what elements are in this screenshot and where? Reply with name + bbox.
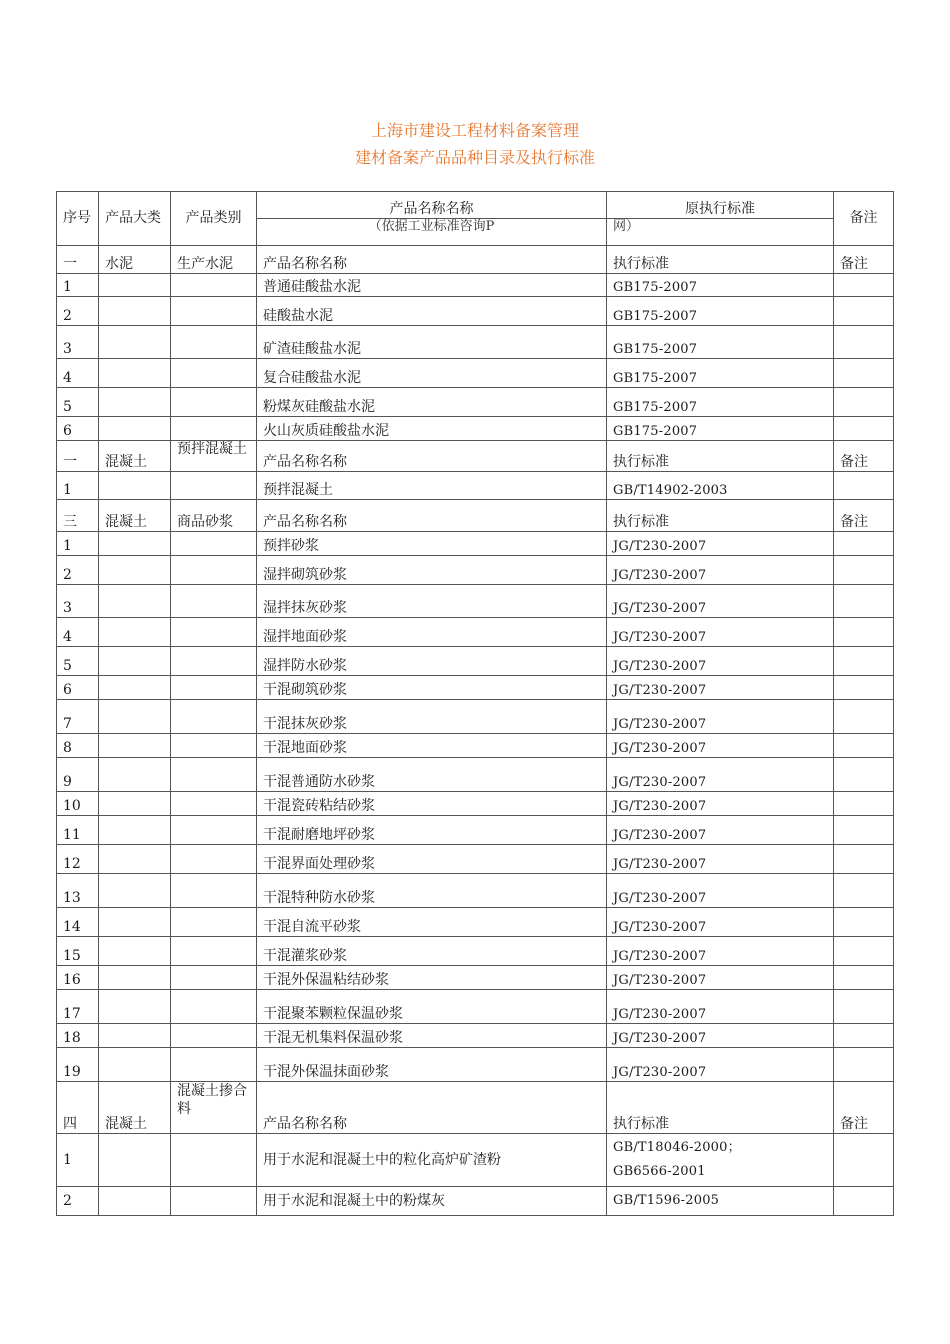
table-row [57, 990, 894, 1024]
row-product-name: 干混耐磨地坪砂浆 [257, 816, 607, 845]
row-number: 6 [57, 676, 99, 700]
row-category-empty [171, 908, 257, 937]
row-product-name: 干混特种防水砂浆 [257, 874, 607, 908]
row-product-name: 普通硅酸盐水泥 [257, 274, 607, 297]
row-standard-text: JG/T230-2007 [613, 659, 707, 674]
row-standard [607, 845, 834, 874]
row-category-empty [171, 874, 257, 908]
row-remark-empty [834, 556, 894, 585]
section-remark-label: 备注 [834, 500, 894, 532]
row-standard-text: GB/T1596-2005 [613, 1193, 720, 1208]
row-number: 19 [57, 1048, 99, 1082]
table-row [57, 816, 894, 845]
row-standard-text: GB/T18046-2000； [613, 1140, 741, 1155]
row-standard [607, 274, 834, 297]
table-row [57, 532, 894, 556]
row-standard-text: JG/T230-2007 [613, 630, 707, 645]
row-big-class-empty [99, 472, 171, 500]
section-category: 混凝土掺合料 [171, 1082, 257, 1134]
row-standard [607, 700, 834, 734]
row-big-class-empty [99, 1048, 171, 1082]
row-standard [607, 532, 834, 556]
row-standard [607, 647, 834, 676]
row-number: 6 [57, 417, 99, 441]
row-number: 2 [57, 556, 99, 585]
table-row [57, 758, 894, 792]
section-remark-label: 备注 [834, 441, 894, 472]
row-standard [607, 585, 834, 618]
row-remark-empty [834, 845, 894, 874]
row-product-name: 复合硅酸盐水泥 [257, 359, 607, 388]
row-big-class-empty [99, 966, 171, 990]
section-std-label: 执行标准 [607, 441, 834, 472]
row-standard-text: JG/T230-2007 [613, 775, 707, 790]
section-header-row [57, 441, 894, 472]
row-product-name: 预拌混凝土 [257, 472, 607, 500]
row-category-empty [171, 734, 257, 758]
row-category-empty [171, 1187, 257, 1216]
row-category-empty [171, 1024, 257, 1048]
header-seq: 序号 [57, 192, 99, 246]
section-header-row [57, 246, 894, 274]
row-remark-empty [834, 326, 894, 359]
table-row [57, 700, 894, 734]
row-category-empty [171, 532, 257, 556]
row-number: 10 [57, 792, 99, 816]
row-number: 5 [57, 388, 99, 417]
row-product-name: 干混瓷砖粘结砂浆 [257, 792, 607, 816]
row-number: 1 [57, 1134, 99, 1187]
row-remark-empty [834, 700, 894, 734]
row-number: 2 [57, 1187, 99, 1216]
section-header-row [57, 1082, 894, 1134]
row-standard [607, 297, 834, 326]
row-remark-empty [834, 388, 894, 417]
row-category-empty [171, 326, 257, 359]
row-category-empty [171, 758, 257, 792]
row-remark-empty [834, 1024, 894, 1048]
row-category-empty [171, 990, 257, 1024]
table-row [57, 647, 894, 676]
row-big-class-empty [99, 618, 171, 647]
table-row [57, 874, 894, 908]
row-big-class-empty [99, 816, 171, 845]
row-standard-text: JG/T230-2007 [613, 539, 707, 554]
row-remark-empty [834, 297, 894, 326]
product-standard-table [56, 191, 894, 1216]
row-category-empty [171, 297, 257, 326]
table-row [57, 556, 894, 585]
row-number: 17 [57, 990, 99, 1024]
row-remark-empty [834, 734, 894, 758]
row-number: 1 [57, 532, 99, 556]
row-number: 5 [57, 647, 99, 676]
row-big-class-empty [99, 676, 171, 700]
table-row [57, 297, 894, 326]
row-standard [607, 908, 834, 937]
row-remark-empty [834, 1048, 894, 1082]
row-big-class-empty [99, 908, 171, 937]
row-standard [607, 388, 834, 417]
row-number: 8 [57, 734, 99, 758]
row-category-empty [171, 1048, 257, 1082]
row-big-class-empty [99, 1187, 171, 1216]
row-category-empty [171, 585, 257, 618]
table-row [57, 326, 894, 359]
row-standard-text: GB175-2007 [613, 424, 698, 439]
row-remark-empty [834, 816, 894, 845]
section-name-label: 产品名称名称 [257, 1082, 607, 1134]
header-product-name-sub: （依据工业标准咨询P [257, 219, 607, 246]
row-big-class-empty [99, 700, 171, 734]
row-number: 13 [57, 874, 99, 908]
row-number: 7 [57, 700, 99, 734]
row-big-class-empty [99, 274, 171, 297]
section-seq: 四 [57, 1082, 99, 1134]
section-category: 商品砂浆 [171, 500, 257, 532]
row-big-class-empty [99, 297, 171, 326]
row-remark-empty [834, 532, 894, 556]
row-product-name: 预拌砂浆 [257, 532, 607, 556]
row-product-name: 干混地面砂浆 [257, 734, 607, 758]
row-product-name: 用于水泥和混凝土中的粉煤灰 [257, 1187, 607, 1216]
row-product-name: 干混界面处理砂浆 [257, 845, 607, 874]
row-standard [607, 326, 834, 359]
document-title-line2: 建材备案产品品种目录及执行标准 [354, 148, 595, 167]
table-row [57, 618, 894, 647]
section-std-label: 执行标准 [607, 1082, 834, 1134]
row-product-name: 用于水泥和混凝土中的粒化高炉矿渣粉 [257, 1134, 607, 1187]
row-number: 12 [57, 845, 99, 874]
row-standard-text: JG/T230-2007 [613, 717, 707, 732]
row-remark-empty [834, 1134, 894, 1187]
section-seq: 三 [57, 500, 99, 532]
row-big-class-empty [99, 734, 171, 758]
row-standard [607, 990, 834, 1024]
row-product-name: 火山灰质硅酸盐水泥 [257, 417, 607, 441]
section-big-class: 混凝土 [99, 441, 171, 472]
row-standard-text: JG/T230-2007 [613, 799, 707, 814]
row-category-empty [171, 676, 257, 700]
row-number: 18 [57, 1024, 99, 1048]
row-number: 1 [57, 472, 99, 500]
row-number: 4 [57, 359, 99, 388]
row-standard [607, 472, 834, 500]
table-row [57, 734, 894, 758]
section-big-class: 混凝土 [99, 500, 171, 532]
row-product-name: 干混聚苯颗粒保温砂浆 [257, 990, 607, 1024]
table-row [57, 359, 894, 388]
row-category-empty [171, 359, 257, 388]
row-product-name: 干混灌浆砂浆 [257, 937, 607, 966]
row-standard-text: GB175-2007 [613, 400, 698, 415]
row-big-class-empty [99, 937, 171, 966]
row-remark-empty [834, 274, 894, 297]
row-standard-text: GB175-2007 [613, 309, 698, 324]
row-product-name: 湿拌地面砂浆 [257, 618, 607, 647]
row-category-empty [171, 966, 257, 990]
row-number: 11 [57, 816, 99, 845]
row-remark-empty [834, 472, 894, 500]
row-big-class-empty [99, 326, 171, 359]
row-big-class-empty [99, 1024, 171, 1048]
row-standard-text: JG/T230-2007 [613, 1031, 707, 1046]
row-big-class-empty [99, 792, 171, 816]
row-standard [607, 618, 834, 647]
row-product-name: 干混无机集料保温砂浆 [257, 1024, 607, 1048]
table-row [57, 908, 894, 937]
row-category-empty [171, 647, 257, 676]
row-product-name: 矿渣硅酸盐水泥 [257, 326, 607, 359]
row-big-class-empty [99, 758, 171, 792]
table-row [57, 1048, 894, 1082]
table-row [57, 585, 894, 618]
row-standard-text: JG/T230-2007 [613, 1065, 707, 1080]
row-product-name: 干混外保温抹面砂浆 [257, 1048, 607, 1082]
row-standard-text: JG/T230-2007 [613, 828, 707, 843]
row-standard-text: JG/T230-2007 [613, 949, 707, 964]
row-remark-empty [834, 908, 894, 937]
section-seq: 一 [57, 246, 99, 274]
row-big-class-empty [99, 388, 171, 417]
row-remark-empty [834, 792, 894, 816]
row-big-class-empty [99, 556, 171, 585]
row-standard-text-2: GB6566-2001 [613, 1164, 706, 1179]
row-standard [607, 556, 834, 585]
row-category-empty [171, 792, 257, 816]
row-number: 2 [57, 297, 99, 326]
row-big-class-empty [99, 532, 171, 556]
row-product-name: 湿拌砌筑砂浆 [257, 556, 607, 585]
table-row [57, 1024, 894, 1048]
section-name-label: 产品名称名称 [257, 500, 607, 532]
row-standard [607, 874, 834, 908]
row-big-class-empty [99, 585, 171, 618]
section-category: 预拌混凝土 [171, 441, 257, 472]
row-standard [607, 1024, 834, 1048]
section-header-row [57, 500, 894, 532]
row-standard [607, 1134, 834, 1187]
table-row [57, 274, 894, 297]
row-standard [607, 676, 834, 700]
row-number: 3 [57, 585, 99, 618]
row-remark-empty [834, 585, 894, 618]
row-remark-empty [834, 1187, 894, 1216]
row-category-empty [171, 1134, 257, 1187]
row-big-class-empty [99, 647, 171, 676]
table-row [57, 1134, 894, 1187]
row-product-name: 干混抹灰砂浆 [257, 700, 607, 734]
row-remark-empty [834, 758, 894, 792]
row-product-name: 干混普通防水砂浆 [257, 758, 607, 792]
section-big-class: 混凝土 [99, 1082, 171, 1134]
section-category: 生产水泥 [171, 246, 257, 274]
header-category: 产品类别 [171, 192, 257, 246]
section-remark-label: 备注 [834, 1082, 894, 1134]
header-big-class: 产品大类 [99, 192, 171, 246]
row-product-name: 湿拌防水砂浆 [257, 647, 607, 676]
row-standard-text: JG/T230-2007 [613, 1007, 707, 1022]
row-standard [607, 816, 834, 845]
header-product-name: 产品名称名称 [257, 192, 607, 219]
table-row [57, 1187, 894, 1216]
row-number: 15 [57, 937, 99, 966]
row-number: 9 [57, 758, 99, 792]
section-seq: 一 [57, 441, 99, 472]
row-category-empty [171, 417, 257, 441]
row-standard [607, 734, 834, 758]
row-remark-empty [834, 937, 894, 966]
row-category-empty [171, 937, 257, 966]
row-big-class-empty [99, 417, 171, 441]
section-std-label: 执行标准 [607, 246, 834, 274]
table-row [57, 388, 894, 417]
row-standard [607, 966, 834, 990]
row-remark-empty [834, 874, 894, 908]
row-standard-text: GB/T14902-2003 [613, 483, 728, 498]
row-standard [607, 1187, 834, 1216]
row-standard-text: JG/T230-2007 [613, 973, 707, 988]
section-std-label: 执行标准 [607, 500, 834, 532]
table-row [57, 966, 894, 990]
row-number: 14 [57, 908, 99, 937]
row-remark-empty [834, 676, 894, 700]
section-name-label: 产品名称名称 [257, 246, 607, 274]
row-product-name: 粉煤灰硅酸盐水泥 [257, 388, 607, 417]
row-standard [607, 417, 834, 441]
header-remark: 备注 [834, 192, 894, 246]
row-standard-text: JG/T230-2007 [613, 601, 707, 616]
row-big-class-empty [99, 845, 171, 874]
row-standard-text: GB175-2007 [613, 342, 698, 357]
row-remark-empty [834, 618, 894, 647]
row-product-name: 干混外保温粘结砂浆 [257, 966, 607, 990]
row-standard [607, 758, 834, 792]
row-number: 4 [57, 618, 99, 647]
header-standard-sub: 网） [607, 219, 834, 246]
row-remark-empty [834, 417, 894, 441]
section-name-label: 产品名称名称 [257, 441, 607, 472]
row-category-empty [171, 700, 257, 734]
section-big-class: 水泥 [99, 246, 171, 274]
row-category-empty [171, 618, 257, 647]
row-number: 1 [57, 274, 99, 297]
row-product-name: 干混自流平砂浆 [257, 908, 607, 937]
row-remark-empty [834, 990, 894, 1024]
header-row [57, 192, 894, 219]
row-remark-empty [834, 359, 894, 388]
row-number: 3 [57, 326, 99, 359]
row-standard-text: GB175-2007 [613, 371, 698, 386]
row-category-empty [171, 472, 257, 500]
row-product-name: 干混砌筑砂浆 [257, 676, 607, 700]
row-standard-text: JG/T230-2007 [613, 891, 707, 906]
table-row [57, 417, 894, 441]
row-standard-text: JG/T230-2007 [613, 741, 707, 756]
header-standard: 原执行标准 [607, 192, 834, 219]
row-big-class-empty [99, 990, 171, 1024]
document-title-line1: 上海市建设工程材料备案管理 [370, 121, 579, 140]
table-row [57, 845, 894, 874]
row-product-name: 湿拌抹灰砂浆 [257, 585, 607, 618]
table-row [57, 472, 894, 500]
row-big-class-empty [99, 1134, 171, 1187]
row-standard-text: JG/T230-2007 [613, 683, 707, 698]
table-row [57, 676, 894, 700]
row-standard-text: JG/T230-2007 [613, 857, 707, 872]
row-big-class-empty [99, 874, 171, 908]
row-category-empty [171, 274, 257, 297]
row-standard [607, 792, 834, 816]
row-category-empty [171, 845, 257, 874]
row-product-name: 硅酸盐水泥 [257, 297, 607, 326]
row-standard [607, 359, 834, 388]
section-remark-label: 备注 [834, 246, 894, 274]
table-row [57, 937, 894, 966]
row-category-empty [171, 816, 257, 845]
table-row [57, 792, 894, 816]
row-big-class-empty [99, 359, 171, 388]
row-standard-text: JG/T230-2007 [613, 568, 707, 583]
row-category-empty [171, 556, 257, 585]
row-category-empty [171, 388, 257, 417]
row-remark-empty [834, 966, 894, 990]
row-standard-text: GB175-2007 [613, 280, 698, 295]
row-standard-text: JG/T230-2007 [613, 920, 707, 935]
row-standard [607, 1048, 834, 1082]
row-number: 16 [57, 966, 99, 990]
row-standard [607, 937, 834, 966]
row-remark-empty [834, 647, 894, 676]
